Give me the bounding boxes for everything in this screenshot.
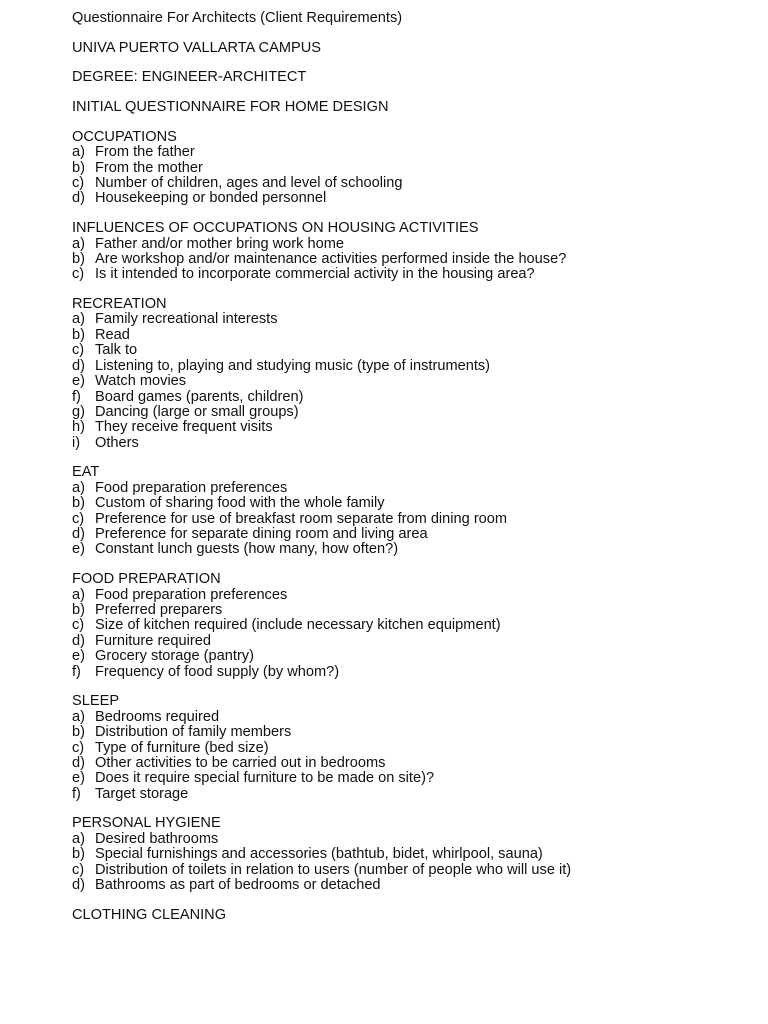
list-item (72, 359, 752, 374)
list-item (72, 390, 752, 405)
list-item-marker: d) (72, 632, 85, 649)
list-item-marker: f) (72, 785, 81, 802)
list-item-marker: a) (72, 235, 85, 252)
list-item-marker: c) (72, 510, 85, 527)
list-item (72, 481, 752, 496)
section (72, 908, 752, 923)
list-item-text: Talk to (95, 342, 138, 359)
list-item-text: Preference for use of breakfast room separate from dining room (95, 510, 508, 527)
list-item-text: Does it require special furniture to be made on site)? (95, 770, 435, 787)
section-heading: FOOD PREPARATION (72, 571, 221, 588)
list-item (72, 343, 752, 358)
list-item (72, 312, 752, 327)
list-item-text: Type of furniture (bed size) (95, 739, 269, 756)
list-item (72, 436, 752, 451)
list-item-text: Father and/or mother bring work home (95, 235, 345, 252)
list-item-marker: a) (72, 830, 85, 847)
list-item-marker: b) (72, 846, 85, 863)
section-heading: CLOTHING CLEANING (72, 906, 227, 923)
questionnaire-subtitle: INITIAL QUESTIONNAIRE FOR HOME DESIGN (72, 99, 389, 116)
list-item-marker: d) (72, 526, 85, 543)
list-item (72, 405, 752, 420)
list-item-marker: d) (72, 190, 85, 207)
list-item-marker: c) (72, 617, 85, 634)
list-item-text: Custom of sharing food with the whole family (95, 495, 385, 512)
list-item-text: Family recreational interests (95, 311, 278, 328)
list-item-text: Size of kitchen required (include necessary kitchen equipment) (95, 617, 501, 634)
section (72, 221, 752, 283)
list-item-marker: d) (72, 754, 85, 771)
list-item-marker: b) (72, 159, 85, 176)
list-item-marker: a) (72, 311, 85, 328)
list-item-text: Others (95, 434, 139, 451)
list-item (72, 649, 752, 664)
list-item (72, 527, 752, 542)
list-item-text: Target storage (95, 785, 189, 802)
document-page (72, 11, 752, 923)
list-item (72, 496, 752, 511)
section-heading: INFLUENCES OF OCCUPATIONS ON HOUSING ACTIVITIES (72, 220, 479, 237)
list-item (72, 252, 752, 267)
list-item-text: Distribution of toilets in relation to users (number of people who will use it) (95, 861, 572, 878)
list-item-marker: b) (72, 724, 85, 741)
list-item-marker: a) (72, 708, 85, 725)
list-item-text: Food preparation preferences (95, 586, 288, 603)
list-item (72, 787, 752, 802)
list-item-text: Other activities to be carried out in bedrooms (95, 754, 386, 771)
list-item (72, 420, 752, 435)
list-item-text: Is it intended to incorporate commercial activity in the housing area? (95, 266, 535, 283)
section-heading: SLEEP (72, 693, 120, 710)
list-item-text: Preferred preparers (95, 601, 223, 618)
list-item-marker: b) (72, 250, 85, 267)
list-item (72, 618, 752, 633)
list-item-marker: c) (72, 861, 85, 878)
list-item-marker: f) (72, 388, 81, 405)
list-item-marker: b) (72, 326, 85, 343)
list-item-marker: c) (72, 175, 85, 192)
list-item (72, 710, 752, 725)
list-item-marker: e) (72, 373, 85, 390)
list-item-marker: a) (72, 479, 85, 496)
list-item (72, 741, 752, 756)
list-item-text: Frequency of food supply (by whom?) (95, 663, 340, 680)
list-item-text: Listening to, playing and studying music (type of instruments) (95, 357, 491, 374)
list-item-text: Dancing (large or small groups) (95, 403, 299, 420)
list-item-text: Special furnishings and accessories (bathtub, bidet, whirlpool, sauna) (95, 846, 543, 863)
list-item (72, 542, 752, 557)
list-item-marker: g) (72, 403, 85, 420)
list-item-marker: e) (72, 648, 85, 665)
list-item-marker: e) (72, 770, 85, 787)
list-item (72, 267, 752, 282)
list-item-marker: i) (72, 434, 81, 451)
section-heading: OCCUPATIONS (72, 128, 177, 145)
section-heading: RECREATION (72, 296, 167, 313)
document-title: Questionnaire For Architects (Client Requirements) (72, 10, 403, 26)
list-item-text: Housekeeping or bonded personnel (95, 190, 327, 207)
list-item (72, 878, 752, 893)
list-item (72, 512, 752, 527)
list-item-marker: e) (72, 541, 85, 558)
list-item (72, 328, 752, 343)
section (72, 572, 752, 680)
list-item-text: From the mother (95, 159, 203, 176)
section (72, 465, 752, 557)
list-item (72, 176, 752, 191)
list-item-text: Food preparation preferences (95, 479, 288, 496)
list-item (72, 603, 752, 618)
list-item-text: Preference for separate dining room and living area (95, 526, 428, 543)
list-item (72, 832, 752, 847)
list-item-text: Bedrooms required (95, 708, 220, 725)
list-item-text: Watch movies (95, 373, 187, 390)
list-item-marker: b) (72, 495, 85, 512)
list-item (72, 725, 752, 740)
section (72, 694, 752, 802)
list-item (72, 634, 752, 649)
list-item (72, 191, 752, 206)
list-item (72, 771, 752, 786)
list-item-marker: f) (72, 663, 81, 680)
list-item (72, 665, 752, 680)
list-item-text: Board games (parents, children) (95, 388, 304, 405)
list-item-marker: a) (72, 144, 85, 161)
list-item-text: Desired bathrooms (95, 830, 219, 847)
section-heading: EAT (72, 464, 100, 481)
list-item-marker: b) (72, 601, 85, 618)
list-item (72, 145, 752, 160)
list-item-text: Number of children, ages and level of schooling (95, 175, 403, 192)
list-item-text: Constant lunch guests (how many, how often?) (95, 541, 399, 558)
list-item-text: Distribution of family members (95, 724, 292, 741)
list-item (72, 756, 752, 771)
list-item-marker: h) (72, 419, 85, 436)
degree-line: DEGREE: ENGINEER-ARCHITECT (72, 69, 307, 86)
list-item-marker: c) (72, 342, 85, 359)
list-item-marker: c) (72, 739, 85, 756)
list-item (72, 847, 752, 862)
section (72, 816, 752, 893)
list-item-text: Are workshop and/or maintenance activities performed inside the house? (95, 250, 567, 267)
list-item-text: From the father (95, 144, 195, 161)
list-item-text: Read (95, 326, 130, 343)
section-heading: PERSONAL HYGIENE (72, 815, 221, 832)
list-item-text: Bathrooms as part of bedrooms or detached (95, 877, 381, 894)
list-item (72, 161, 752, 176)
list-item (72, 588, 752, 603)
list-item-marker: d) (72, 877, 85, 894)
list-item (72, 863, 752, 878)
list-item-marker: c) (72, 266, 85, 283)
list-item-marker: d) (72, 357, 85, 374)
list-item-text: They receive frequent visits (95, 419, 273, 436)
list-item-text: Furniture required (95, 632, 211, 649)
campus-line: UNIVA PUERTO VALLARTA CAMPUS (72, 39, 321, 56)
section (72, 297, 752, 451)
questionnaire-sections (72, 130, 752, 923)
list-item-text: Grocery storage (pantry) (95, 648, 254, 665)
list-item (72, 374, 752, 389)
section (72, 130, 752, 207)
list-item (72, 237, 752, 252)
list-item-marker: a) (72, 586, 85, 603)
